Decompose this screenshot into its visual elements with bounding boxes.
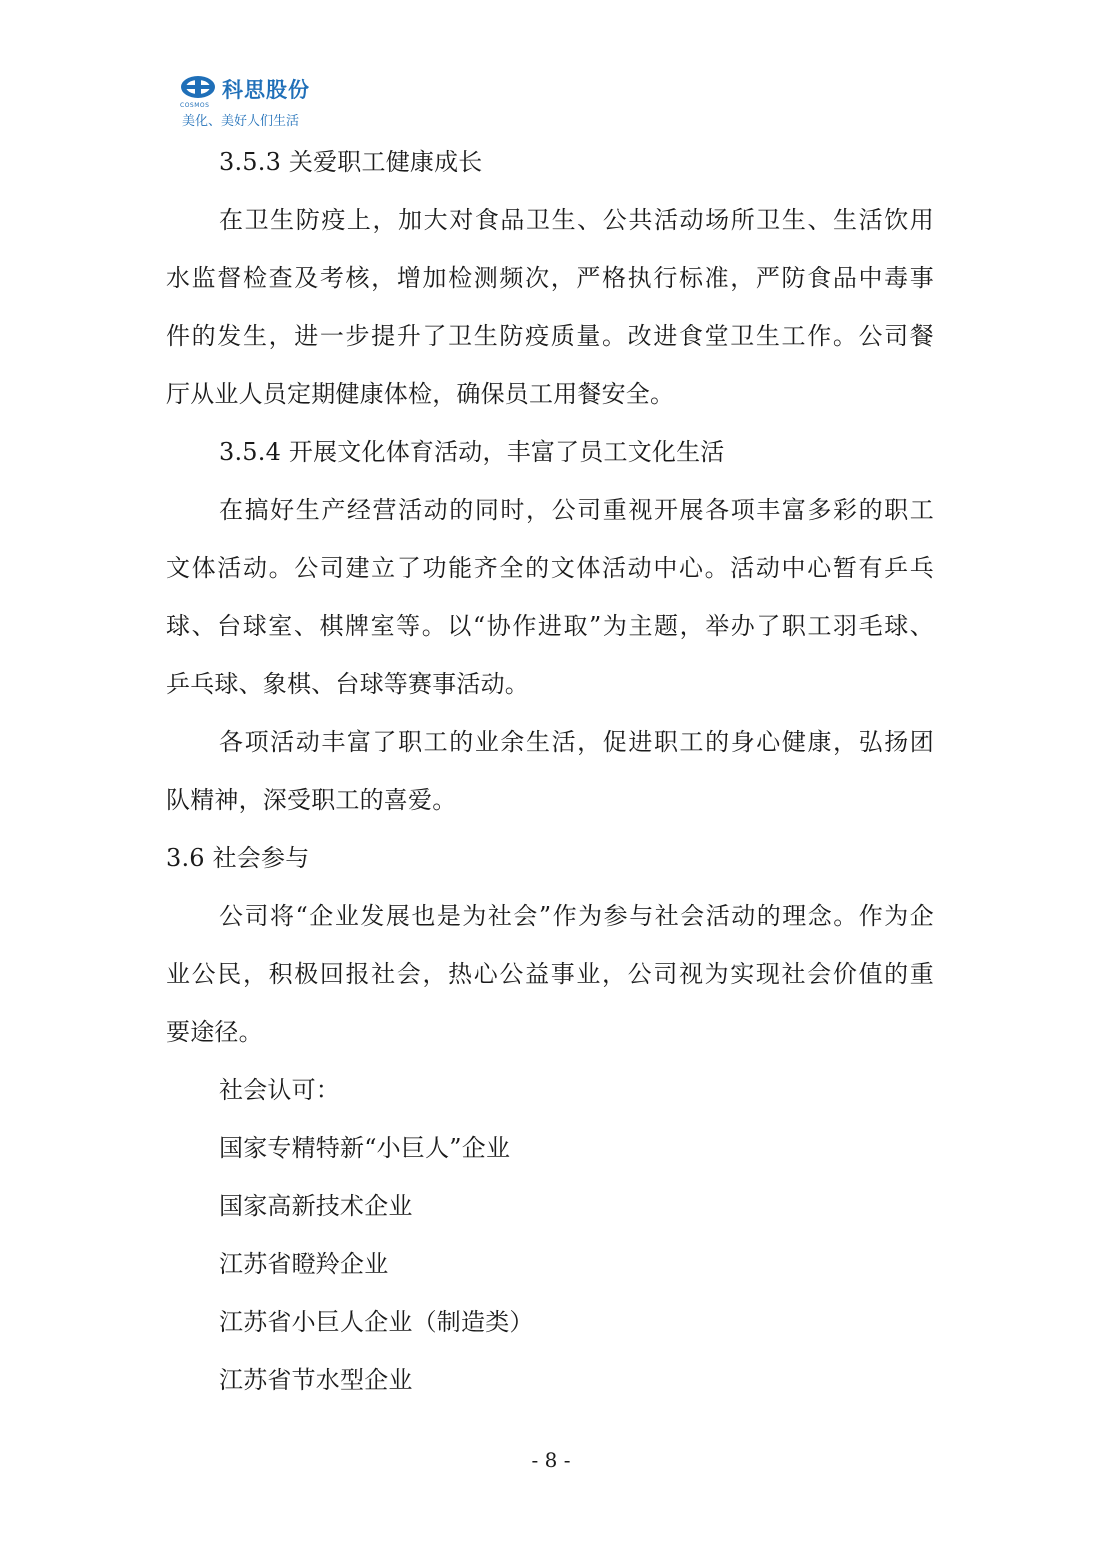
paragraph-line: 球、台球室、棋牌室等。以“协作进取”为主题，举办了职工羽毛球、 xyxy=(166,612,934,640)
paragraph-line: 文体活动。公司建立了功能齐全的文体活动中心。活动中心暂有乒乓 xyxy=(166,554,934,582)
paragraph-line: 乒乓球、象棋、台球等赛事活动。 xyxy=(166,670,529,698)
logo-english-name: COSMOS xyxy=(180,102,210,109)
paragraph-line: 水监督检查及考核，增加检测频次，严格执行标准，严防食品中毒事 xyxy=(166,264,934,292)
paragraph-line: 件的发生，进一步提升了卫生防疫质量。改进食堂卫生工作。公司餐 xyxy=(166,322,934,350)
paragraph-line: 在卫生防疫上，加大对食品卫生、公共活动场所卫生、生活饮用 xyxy=(219,206,934,234)
recognition-item: 江苏省小巨人企业（制造类） xyxy=(219,1308,534,1336)
heading-3-6: 3.6 社会参与 xyxy=(166,844,310,872)
heading-3-5-4: 3.5.4 开展文化体育活动，丰富了员工文化生活 xyxy=(219,438,725,466)
paragraph-line: 队精神，深受职工的喜爱。 xyxy=(166,786,457,814)
recognition-item: 国家高新技术企业 xyxy=(219,1192,413,1220)
social-recognition-label: 社会认可： xyxy=(219,1076,340,1104)
page-number: - 8 - xyxy=(531,1448,571,1472)
paragraph-line: 在搞好生产经营活动的同时，公司重视开展各项丰富多彩的职工 xyxy=(219,496,934,524)
paragraph-line: 各项活动丰富了职工的业余生活，促进职工的身心健康，弘扬团 xyxy=(219,728,934,756)
paragraph-line: 厅从业人员定期健康体检，确保员工用餐安全。 xyxy=(166,380,675,408)
recognition-item: 江苏省瞪羚企业 xyxy=(219,1250,389,1278)
paragraph-line: 要途径。 xyxy=(166,1018,263,1046)
cosmos-logo-icon xyxy=(178,74,218,104)
logo-company-name: 科思股份 xyxy=(222,78,310,102)
company-logo xyxy=(178,72,338,132)
paragraph-line: 业公民，积极回报社会，热心公益事业，公司视为实现社会价值的重 xyxy=(166,960,934,988)
recognition-item: 江苏省节水型企业 xyxy=(219,1366,413,1394)
recognition-item: 国家专精特新“小巨人”企业 xyxy=(219,1134,511,1162)
logo-slogan: 美化、美好人们生活 xyxy=(182,114,300,129)
heading-3-5-3: 3.5.3 关爱职工健康成长 xyxy=(219,148,483,176)
paragraph-line: 公司将“企业发展也是为社会”作为参与社会活动的理念。作为企 xyxy=(219,902,934,930)
